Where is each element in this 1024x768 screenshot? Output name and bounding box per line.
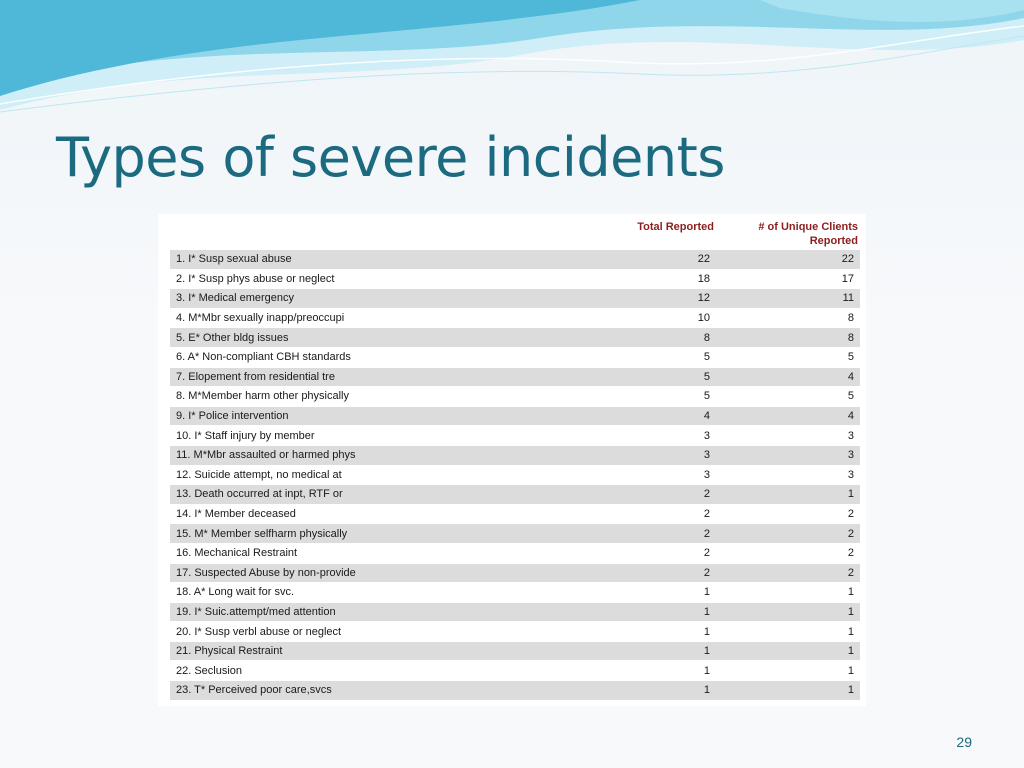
incident-type-cell: 19. I* Suic.attempt/med attention	[170, 602, 586, 622]
incident-type-cell: 10. I* Staff injury by member	[170, 426, 586, 446]
unique-clients-cell: 5	[716, 387, 860, 407]
total-reported-cell: 1	[586, 622, 716, 642]
header-unique-line2: Reported	[809, 235, 858, 247]
unique-clients-cell: 3	[716, 445, 860, 465]
incident-type-cell: 15. M* Member selfharm physically	[170, 524, 586, 544]
total-reported-cell: 18	[586, 269, 716, 289]
total-reported-cell: 1	[586, 583, 716, 603]
total-reported-cell: 1	[586, 681, 716, 701]
incident-type-cell: 5. E* Other bldg issues	[170, 328, 586, 348]
header-unique-line1: # of Unique Clients	[758, 221, 858, 233]
table-row	[170, 583, 860, 603]
table-row	[170, 681, 860, 701]
table-row	[170, 269, 860, 289]
unique-clients-cell: 2	[716, 563, 860, 583]
incident-type-cell: 17. Suspected Abuse by non-provide	[170, 563, 586, 583]
header-label	[170, 220, 586, 250]
total-reported-cell: 4	[586, 406, 716, 426]
table-row	[170, 524, 860, 544]
total-reported-cell: 3	[586, 445, 716, 465]
table-header-row	[170, 220, 860, 250]
total-reported-cell: 22	[586, 250, 716, 269]
total-reported-cell: 2	[586, 485, 716, 505]
table-row	[170, 485, 860, 505]
incident-type-cell: 13. Death occurred at inpt, RTF or	[170, 485, 586, 505]
unique-clients-cell: 8	[716, 328, 860, 348]
incident-type-cell: 22. Seclusion	[170, 661, 586, 681]
header-total-reported: Total Reported	[637, 221, 714, 233]
table-row	[170, 641, 860, 661]
unique-clients-cell: 11	[716, 289, 860, 309]
table-row	[170, 602, 860, 622]
incident-type-cell: 20. I* Susp verbl abuse or neglect	[170, 622, 586, 642]
table-row	[170, 367, 860, 387]
incident-type-cell: 14. I* Member deceased	[170, 504, 586, 524]
table-row	[170, 328, 860, 348]
total-reported-cell: 5	[586, 347, 716, 367]
total-reported-cell: 3	[586, 465, 716, 485]
unique-clients-cell: 1	[716, 661, 860, 681]
incident-type-cell: 11. M*Mbr assaulted or harmed phys	[170, 445, 586, 465]
table-row	[170, 661, 860, 681]
unique-clients-cell: 2	[716, 543, 860, 563]
incident-type-cell: 7. Elopement from residential tre	[170, 367, 586, 387]
unique-clients-cell: 1	[716, 602, 860, 622]
total-reported-cell: 2	[586, 504, 716, 524]
table-row	[170, 426, 860, 446]
table-row	[170, 504, 860, 524]
unique-clients-cell: 2	[716, 504, 860, 524]
table-row	[170, 622, 860, 642]
total-reported-cell: 12	[586, 289, 716, 309]
total-reported-cell: 10	[586, 308, 716, 328]
incident-type-cell: 6. A* Non-compliant CBH standards	[170, 347, 586, 367]
unique-clients-cell: 5	[716, 347, 860, 367]
table-row	[170, 445, 860, 465]
table-row	[170, 308, 860, 328]
table-row	[170, 347, 860, 367]
unique-clients-cell: 4	[716, 367, 860, 387]
unique-clients-cell: 1	[716, 622, 860, 642]
unique-clients-cell: 1	[716, 485, 860, 505]
incident-type-cell: 16. Mechanical Restraint	[170, 543, 586, 563]
unique-clients-cell: 3	[716, 426, 860, 446]
page-number: 29	[956, 734, 972, 750]
slide-title: Types of severe incidents	[56, 126, 725, 189]
total-reported-cell: 1	[586, 602, 716, 622]
table-row	[170, 387, 860, 407]
unique-clients-cell: 1	[716, 681, 860, 701]
incident-type-cell: 2. I* Susp phys abuse or neglect	[170, 269, 586, 289]
total-reported-cell: 8	[586, 328, 716, 348]
table-row	[170, 465, 860, 485]
total-reported-cell: 1	[586, 661, 716, 681]
table-row	[170, 563, 860, 583]
unique-clients-cell: 4	[716, 406, 860, 426]
total-reported-cell: 5	[586, 367, 716, 387]
unique-clients-cell: 1	[716, 641, 860, 661]
incident-type-cell: 23. T* Perceived poor care,svcs	[170, 681, 586, 701]
table-row	[170, 289, 860, 309]
table-row	[170, 406, 860, 426]
table-row	[170, 250, 860, 269]
total-reported-cell: 3	[586, 426, 716, 446]
unique-clients-cell: 1	[716, 583, 860, 603]
total-reported-cell: 2	[586, 524, 716, 544]
incident-type-cell: 1. I* Susp sexual abuse	[170, 250, 586, 269]
incident-table-panel	[158, 214, 866, 706]
total-reported-cell: 2	[586, 543, 716, 563]
table-row	[170, 543, 860, 563]
incident-type-cell: 21. Physical Restraint	[170, 641, 586, 661]
incident-table	[170, 220, 860, 701]
total-reported-cell: 5	[586, 387, 716, 407]
incident-type-cell: 18. A* Long wait for svc.	[170, 583, 586, 603]
unique-clients-cell: 8	[716, 308, 860, 328]
total-reported-cell: 1	[586, 641, 716, 661]
incident-type-cell: 3. I* Medical emergency	[170, 289, 586, 309]
unique-clients-cell: 22	[716, 250, 860, 269]
header-unique-clients	[716, 220, 860, 250]
total-reported-cell: 2	[586, 563, 716, 583]
header-wave-decoration	[0, 0, 1024, 120]
table-body	[170, 250, 860, 700]
incident-type-cell: 8. M*Member harm other physically	[170, 387, 586, 407]
incident-type-cell: 4. M*Mbr sexually inapp/preoccupi	[170, 308, 586, 328]
unique-clients-cell: 2	[716, 524, 860, 544]
incident-type-cell: 9. I* Police intervention	[170, 406, 586, 426]
unique-clients-cell: 3	[716, 465, 860, 485]
incident-type-cell: 12. Suicide attempt, no medical at	[170, 465, 586, 485]
unique-clients-cell: 17	[716, 269, 860, 289]
